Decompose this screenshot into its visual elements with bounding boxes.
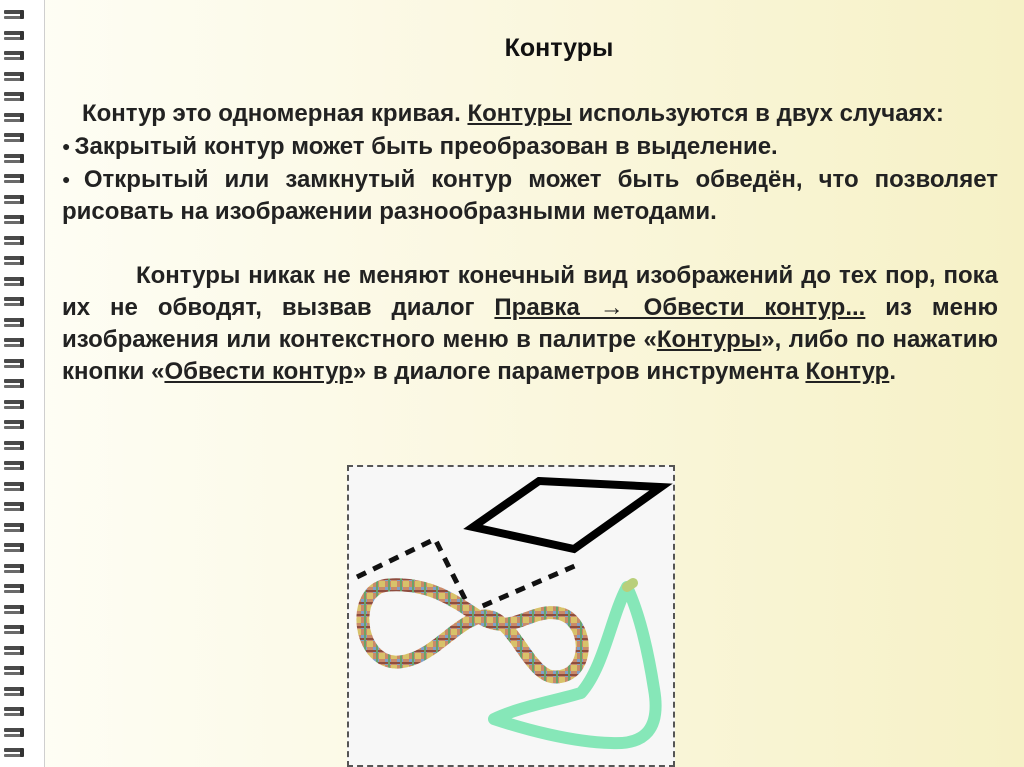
binding-ring (4, 523, 26, 533)
binding-ring (4, 297, 26, 307)
spiral-binding (0, 0, 44, 767)
binding-ring (4, 400, 26, 410)
binding-ring (4, 605, 26, 615)
binding-ring (4, 195, 26, 205)
binding-ring (4, 625, 26, 635)
dashed-open-path (357, 539, 577, 611)
binding-ring (4, 215, 26, 225)
binding-ring (4, 543, 26, 553)
binding-ring (4, 174, 26, 184)
binding-ring (4, 133, 26, 143)
binding-ring (4, 338, 26, 348)
slide-body (62, 98, 998, 388)
binding-ring (4, 359, 26, 369)
bullet-icon: ● (62, 138, 71, 154)
binding-ring (4, 461, 26, 471)
link-paths-palette[interactable]: Контуры (656, 326, 762, 353)
green-brush-stroke-tip (627, 583, 633, 587)
binding-ring (4, 584, 26, 594)
bullet-item: ● Открытый или замкнутый контур может быть обведён, что позволяет рисовать на изображении разнообразными методами. (62, 166, 998, 225)
path-drawing (349, 467, 673, 765)
slide-title: Контуры (504, 34, 614, 62)
intro-paragraph: Контур это одномерная кривая. Контуры используются в двух случаях: (82, 100, 944, 127)
binding-ring (4, 277, 26, 287)
binding-ring (4, 72, 26, 82)
figure-eight-path (363, 585, 582, 677)
closed-path-shape (473, 481, 661, 549)
binding-ring (4, 113, 26, 123)
binding-ring (4, 666, 26, 676)
explanation-paragraph: Контуры никак не меняют конечный вид изображений до тех пор, пока их не обводят, вызвав диалог Правка → Обвести контур... из меню изображения или контекстного меню в палитре «Контуры», либо по нажатию кнопки «Обвести контур» в диалоге параметров инструмента Контур. (62, 262, 999, 385)
binding-ring (4, 154, 26, 164)
bullet-item: ● Закрытый контур может быть преобразован в выделение. (62, 133, 778, 160)
path-examples-image (347, 465, 675, 767)
binding-ring (4, 236, 26, 246)
binding-ring (4, 420, 26, 430)
binding-ring (4, 482, 26, 492)
binding-ring (4, 379, 26, 389)
binding-margin-line (44, 0, 45, 767)
binding-ring (4, 256, 26, 266)
link-contours[interactable]: Контуры (467, 100, 572, 127)
binding-ring (4, 10, 26, 20)
binding-ring (4, 564, 26, 574)
binding-ring (4, 502, 26, 512)
binding-ring (4, 687, 26, 697)
link-edit-stroke-path[interactable]: Правка → Обвести контур... (494, 294, 866, 321)
binding-ring (4, 646, 26, 656)
binding-ring (4, 748, 26, 758)
bullet-icon: ● (62, 171, 80, 187)
link-stroke-path-button[interactable]: Обвести контур (164, 358, 353, 385)
binding-ring (4, 318, 26, 328)
binding-ring (4, 441, 26, 451)
binding-ring (4, 707, 26, 717)
link-path-tool[interactable]: Контур (805, 358, 890, 385)
binding-ring (4, 92, 26, 102)
binding-ring (4, 728, 26, 738)
